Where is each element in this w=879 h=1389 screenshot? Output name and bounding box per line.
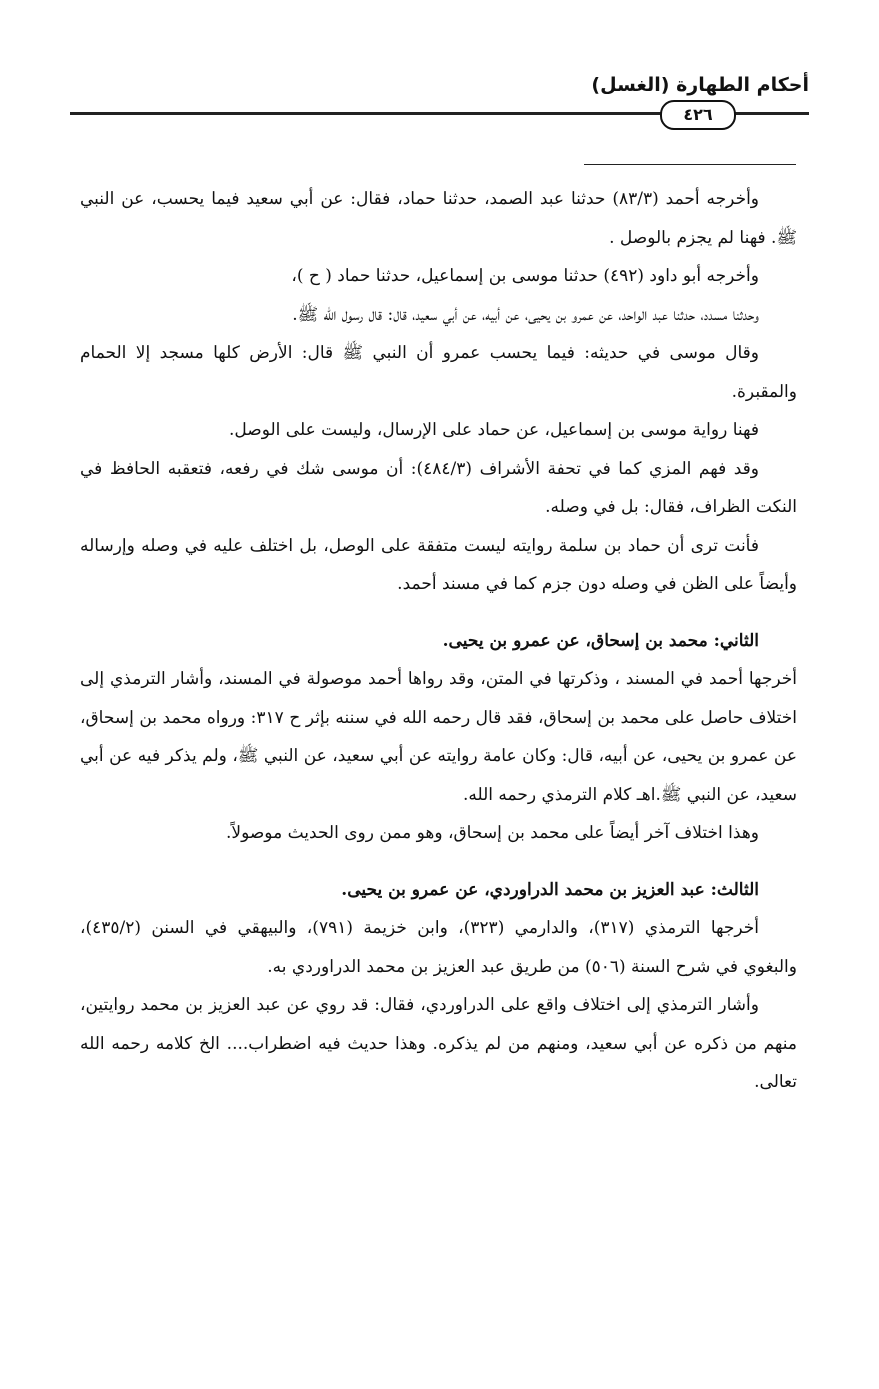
paragraph: أخرجها الترمذي (٣١٧)، والدارمي (٣٢٣)، وابن خزيمة (٧٩١)، والبيهقي في السنن (٤٣٥/٢)، والبغوي في شرح السنة (٥٠٦) من طريق عبد العزيز بن محمد الدراوردي به. [80,918,797,977]
book-title: أحكام الطهارة (الغسل) [591,74,809,96]
paragraph: فأنت ترى أن حماد بن سلمة روايته ليست متفقة على الوصل، بل اختلف عليه في وصله وإرساله وأيضاً على الظن في وصله دون جزم كما في مسند أحمد. [80,535,797,594]
page-body [80,180,797,1102]
paragraph: وحدثنا مسدد، حدثنا عبد الواحد، عن عمرو بن يحيى، عن أبيه، عن أبي سعيد، قال: قال رسول الله ﷺ. [292,304,759,325]
paragraph: وأخرجه أبو داود (٤٩٢) حدثنا موسى بن إسماعيل، حدثنا حماد ( ح )، [291,266,759,286]
paragraph: وهذا اختلاف آخر أيضاً على محمد بن إسحاق، وهو ممن روى الحديث موصولاً. [225,823,759,843]
paragraph: وقد فهم المزي كما في تحفة الأشراف (٤٨٤/٣): أن موسى شك في رفعه، فتعقبه الحافظ في النكت الظراف، فقال: بل في وصله. [80,458,797,517]
page-number: ٤٢٦ [660,100,736,130]
paragraph: وقال موسى في حديثه: فيما يحسب عمرو أن النبي ﷺ قال: الأرض كلها مسجد إلا الحمام والمقبرة. [80,343,797,402]
paragraph: وأخرجه أحمد (٨٣/٣) حدثنا عبد الصمد، حدثنا حماد، فقال: عن أبي سعيد فيما يحسب، عن النبي ﷺ. فهنا لم يجزم بالوصل . [80,189,797,248]
section-heading: الثالث: عبد العزيز بن محمد الدراوردي، عن عمرو بن يحيى. [341,879,759,900]
paragraph: وأشار الترمذي إلى اختلاف واقع على الدراوردي، فقال: قد روي عن عبد العزيز بن محمد روايتين، منهم من ذكره عن أبي سعيد، ومنهم من لم يذكره. وهذا حديث فيه اضطراب.... الخ كلامه رحمه الله تعالى. [80,995,797,1092]
paragraph: أخرجها أحمد في المسند ، وذكرتها في المتن، وقد رواها أحمد موصولة في المسند، وأشار الترمذي إلى اختلاف حاصل على محمد بن إسحاق، فقد قال رحمه الله في سننه بإثر ح ٣١٧: ورواه محمد بن إسحاق، عن عمرو بن يحيى، عن أبيه، قال: وكان عامة روايته عن أبي سعيد، عن النبي ﷺ، ولم يذكر فيه عن أبي سعيد، عن النبي ﷺ.اهـ كلام الترمذي رحمه الله. [80,669,798,805]
page-header [70,66,809,136]
section-heading: الثاني: محمد بن إسحاق، عن عمرو بن يحيى. [442,630,759,651]
paragraph: فهنا رواية موسى بن إسماعيل، عن حماد على الإرسال، وليست على الوصل. [228,420,759,440]
footnote-separator [584,164,796,165]
